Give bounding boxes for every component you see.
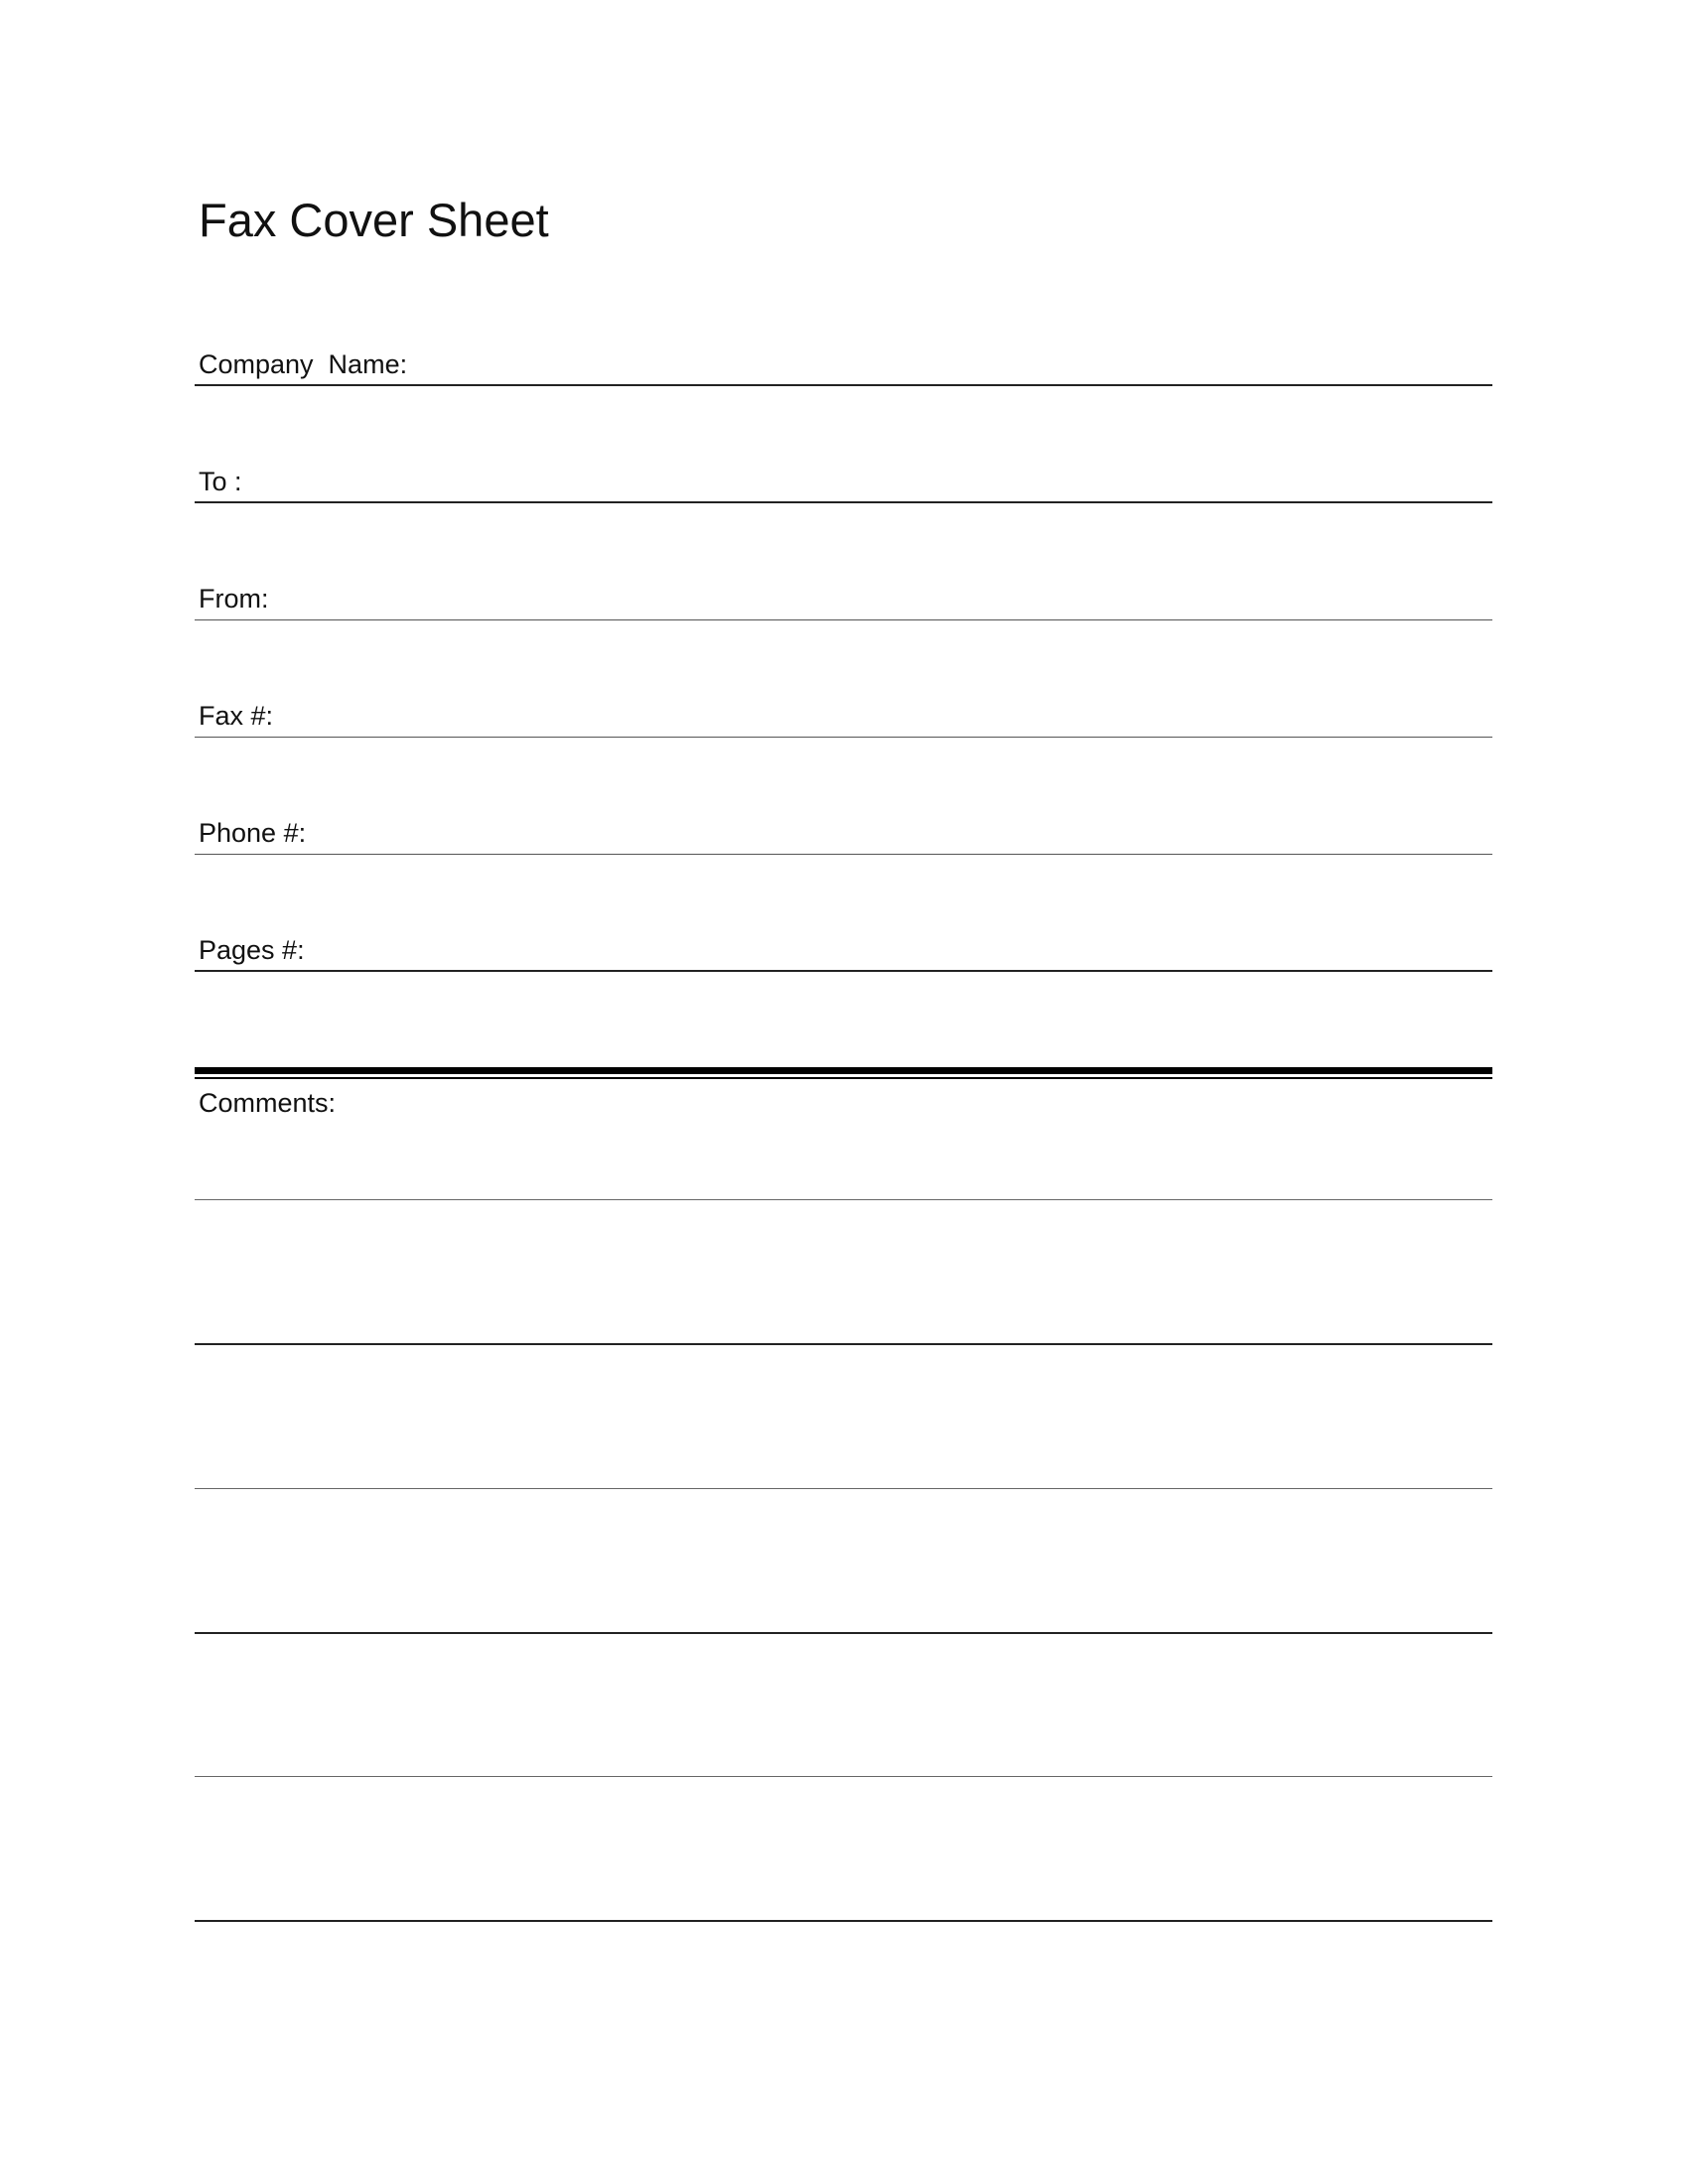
section-divider-thick [195,1067,1492,1074]
comment-line[interactable] [195,1632,1492,1634]
phone-number-label: Phone #: [199,818,307,848]
pages-number-field[interactable] [195,912,1492,972]
pages-number-rule [195,970,1492,972]
to-rule [195,501,1492,503]
fax-number-field[interactable] [195,678,1492,738]
fax-number-label: Fax #: [199,701,274,731]
comment-line[interactable] [195,1776,1492,1777]
fax-number-rule [195,737,1492,738]
company-name-field[interactable] [195,327,1492,386]
from-label: From: [199,584,269,614]
from-rule [195,619,1492,620]
phone-number-rule [195,854,1492,855]
company-name-rule [195,384,1492,386]
comment-line[interactable] [195,1343,1492,1345]
section-divider-thin [195,1077,1492,1079]
from-field[interactable] [195,561,1492,620]
page-title: Fax Cover Sheet [199,194,549,246]
company-name-label: Company Name: [199,349,408,379]
comment-line[interactable] [195,1199,1492,1200]
to-label: To : [199,467,242,496]
pages-number-label: Pages #: [199,935,305,965]
comment-line[interactable] [195,1488,1492,1489]
comments-label: Comments: [199,1088,337,1118]
comment-line[interactable] [195,1920,1492,1922]
phone-number-field[interactable] [195,795,1492,855]
to-field[interactable] [195,444,1492,503]
